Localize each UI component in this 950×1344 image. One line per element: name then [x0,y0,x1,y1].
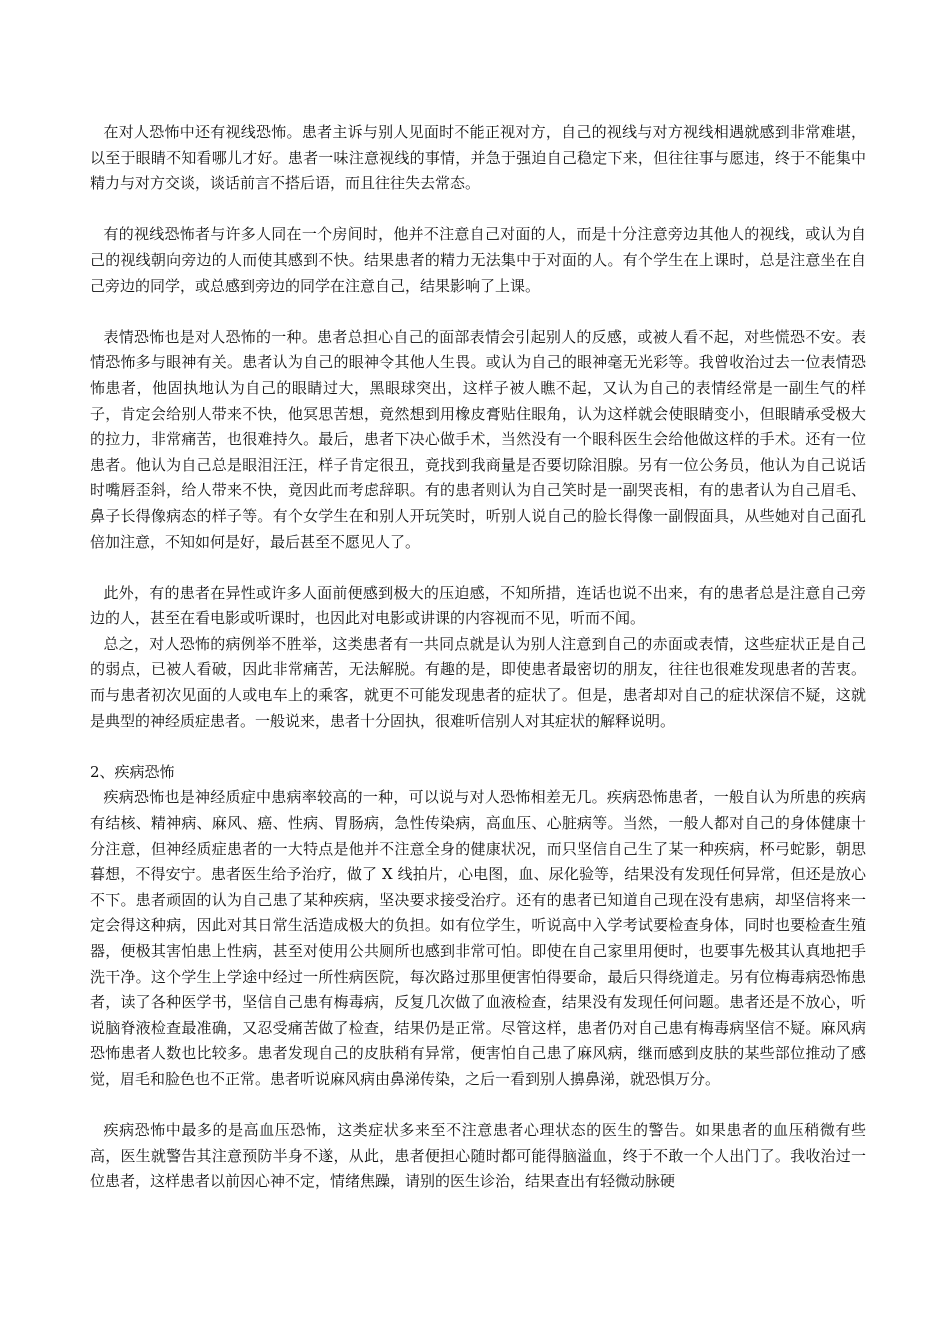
document-page [90,120,866,1195]
paragraph-summary: 总之，对人恐怖的病例举不胜举，这类患者有一共同点就是认为别人注意到自己的赤面或表情，这些症状正是自己的弱点，已被人看破，因此非常痛苦，无法解脱。有趣的是，即使患者最密切的朋友，往往也很难发现患者的苦衷。而与患者初次见面的人或电车上的乘客，就更不可能发现患者的症状了。但是，患者却对自己的症状深信不疑，这就是典型的神经质症患者。一般说来，患者十分固执，很难听信别人对其症状的解释说明。 [90,634,866,730]
paragraph-spacer [90,734,866,760]
paragraph-spacer [90,555,866,581]
section-heading-disease-phobia: 2、疾病恐怖 [90,762,175,781]
paragraph-disease-phobia: 疾病恐怖也是神经质症中患病率较高的一种，可以说与对人恐怖相差无几。疾病恐怖患者，一般自认为所患的疾病有结核、精神病、麻风、癌、性病、胃肠病，急性传染病，高血压、心脏病等。当然，一般人都对自己的身体健康十分注意，但神经质症患者的一大特点是他并不注意全身的健康状况，而只坚信自己生了某一种疾病，杯弓蛇影，朝思暮想，不得安宁。患者医生给予治疗，做了 X 线拍片，心电图，血、尿化验等，结果没有发现任何异常，但还是放心不下。患者顽固的认为自己患了某种疾病，坚决要求接受治疗。还有的患者已知道自己现在没有患病，却坚信将来一定会得这种病，因此对其日常生活造成极大的负担。如有位学生，听说高中入学考试要检查身体，同时也要检查生殖器，便极其害怕患上性病，甚至对使用公共厕所也感到非常可怕。即使在自己家里用便时，也要事先极其认真地把手洗干净。这个学生上学途中经过一所性病医院，每次路过那里便害怕得要命，最后只得绕道走。另有位梅毒病恐怖患者，读了各种医学书，坚信自己患有梅毒病，反复几次做了血液检查，结果没有发现任何问题。患者还是不放心，听说脑脊液检查最准确，又忍受痛苦做了检查，结果仍是正常。尽管这样，患者仍对自己患有梅毒病坚信不疑。麻风病恐怖患者人数也比较多。患者发现自己的皮肤稍有异常，便害怕自己患了麻风病，继而感到皮肤的某些部位推动了感觉，眉毛和脸色也不正常。患者听说麻风病由鼻涕传染，之后一看到别人擤鼻涕，就恐惧万分。 [90,788,866,1088]
paragraph-spacer [90,299,866,325]
paragraph-gaze-phobia-crowd: 有的视线恐怖者与许多人同在一个房间时，他并不注意自己对面的人，而是十分注意旁边其他人的视线，或认为自己的视线朝向旁边的人而使其感到不快。结果患者的精力无法集中于对面的人。有个学生在上课时，总是注意坐在自己旁边的同学，或总感到旁边的同学在注意自己，结果影响了上课。 [90,225,866,295]
paragraph-expression-phobia: 表情恐怖也是对人恐怖的一种。患者总担心自己的面部表情会引起别人的反感，或被人看不起，对些慌恐不安。表情恐怖多与眼神有关。患者认为自己的眼神令其他人生畏。或认为自己的眼神毫无光彩等。我曾收治过去一位表情恐怖患者，他固执地认为自己的眼睛过大，黑眼球突出，这样子被人瞧不起，又认为自己的表情经常是一副生气的样子，肯定会给别人带来不快，他冥思苦想，竟然想到用橡皮膏贴住眼角，认为这样就会使眼睛变小，但眼睛承受极大的拉力，非常痛苦，也很难持久。最后，患者下决心做手术，当然没有一个眼科医生会给他做这样的手术。还有一位患者。他认为自己总是眼泪汪汪，样子肯定很丑，竟找到我商量是否要切除泪腺。另有一位公务员，他认为自己说话时嘴唇歪斜，给人带来不快，竟因此而考虑辞职。有的患者则认为自己笑时是一副哭丧相，有的患者认为自己眉毛、鼻子长得像病态的样子等。有个女学生在和别人开玩笑时，听别人说自己的脸长得像一副假面具，从些她对自己面孔倍加注意，不知如何是好，最后甚至不愿见人了。 [90,327,866,551]
paragraph-spacer [90,1093,866,1119]
paragraph-spacer [90,197,866,223]
paragraph-pressure: 此外，有的患者在异性或许多人面前便感到极大的压迫感，不知所措，连话也说不出来，有的患者总是注意自己旁边的人，甚至在看电影或听课时，也因此对电影或讲课的内容视而不见，听而不闻。 [90,583,866,628]
paragraph-hypertension-phobia: 疾病恐怖中最多的是高血压恐怖，这类症状多来至不注意患者心理状态的医生的警告。如果患者的血压稍微有些高，医生就警告其注意预防半身不遂，从此，患者便担心随时都可能得脑溢血，终于不敢一个人出门了。我收治过一位患者，这样患者以前因心神不定，情绪焦躁，请别的医生诊治，结果查出有轻微动脉硬 [90,1121,866,1191]
paragraph-gaze-phobia: 在对人恐怖中还有视线恐怖。患者主诉与别人见面时不能正视对方，自己的视线与对方视线相遇就感到非常难堪，以至于眼睛不知看哪儿才好。患者一味注意视线的事情，并急于强迫自己稳定下来，但往往事与愿违，终于不能集中精力与对方交谈，谈话前言不搭后语，而且往往失去常态。 [90,123,866,193]
